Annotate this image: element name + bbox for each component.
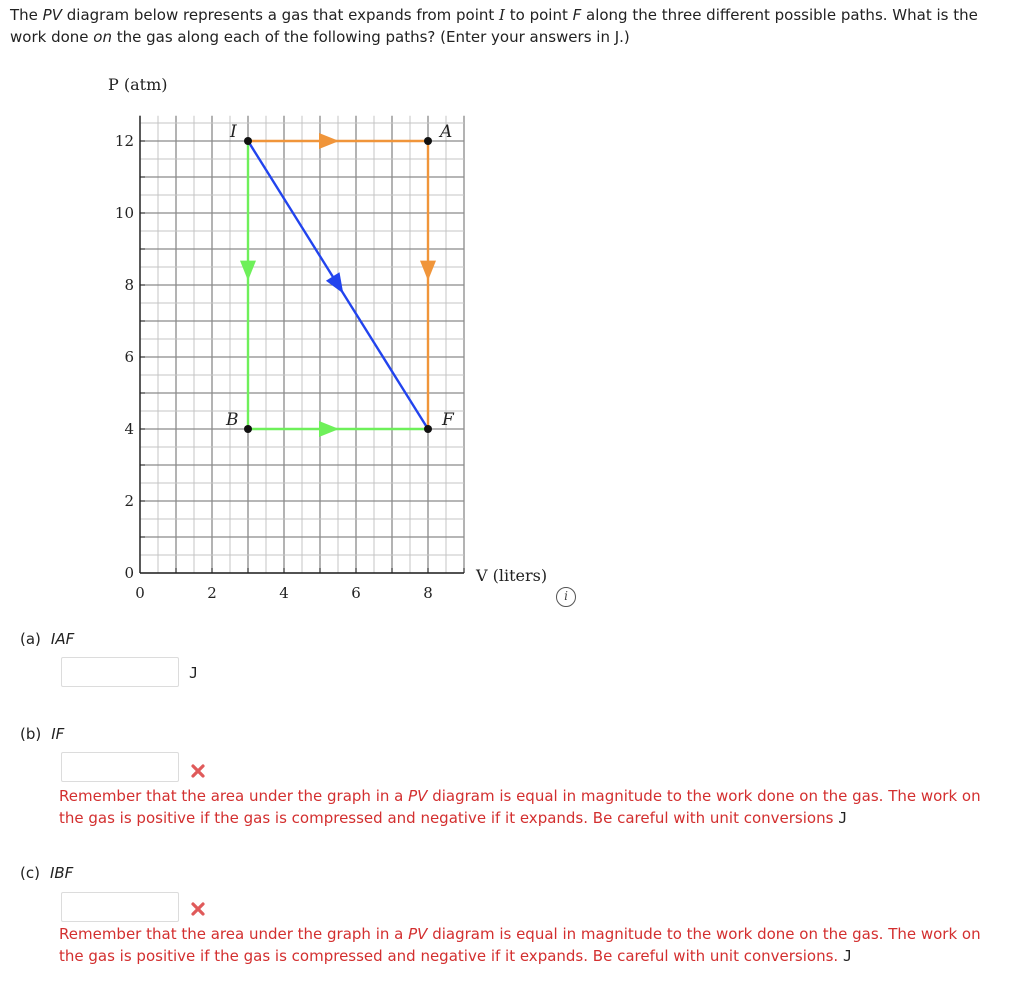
y-tick-label: 12	[114, 132, 134, 150]
point-B	[244, 425, 252, 433]
direction-arrow	[319, 133, 339, 149]
x-tick-label: 8	[423, 584, 433, 602]
x-tick-label: 0	[135, 584, 145, 602]
ibf-answer-input[interactable]	[61, 892, 179, 922]
y-tick-label: 10	[114, 204, 134, 222]
point-label-B: B	[226, 410, 239, 430]
incorrect-x-icon	[190, 763, 206, 779]
point-label-F: F	[442, 410, 454, 430]
question-text: The PV diagram below represents a gas that expands from point I to point F along the three different possible paths. What is the work done on the gas along each of the following paths? (Enter your answers in J.)	[10, 6, 978, 46]
y-tick-label: 4	[124, 420, 134, 438]
ibf-feedback: Remember that the area under the graph in a PV diagram is equal in magnitude to the work done on the gas. The work on the gas is positive if the gas is compressed and negative if it expands. Be careful with unit conversions. J	[59, 925, 981, 965]
direction-arrow	[420, 261, 436, 281]
x-tick-label: 4	[279, 584, 289, 602]
grid	[140, 116, 464, 573]
x-axis-label: V (liters)	[476, 566, 548, 585]
point-label-A: A	[440, 122, 453, 142]
point-F	[424, 425, 432, 433]
x-tick-label: 6	[351, 584, 361, 602]
y-tick-label: 2	[124, 492, 134, 510]
if-answer-input[interactable]	[61, 752, 179, 782]
iaf-unit: J	[189, 664, 199, 682]
tick-labels	[115, 132, 433, 602]
part-c-label: (c) IBF	[20, 864, 74, 882]
iaf-answer-input[interactable]	[61, 657, 179, 687]
direction-arrow	[240, 261, 256, 281]
if-feedback: Remember that the area under the graph in a PV diagram is equal in magnitude to the work done on the gas. The work on the gas is positive if the gas is compressed and negative if it expands. Be careful with unit conversions J	[59, 787, 981, 827]
part-a-label: (a) IAF	[20, 630, 75, 648]
info-icon[interactable]: i	[556, 587, 576, 607]
point-A	[424, 137, 432, 145]
part-b-label: (b) IF	[20, 725, 65, 743]
point-I	[244, 137, 252, 145]
pv-diagram	[0, 0, 620, 620]
y-tick-label: 6	[124, 348, 134, 366]
incorrect-x-icon	[190, 901, 206, 917]
direction-arrow	[326, 272, 343, 293]
y-tick-label: 8	[124, 276, 134, 294]
direction-arrow	[319, 421, 339, 437]
point-label-I: I	[230, 122, 237, 142]
y-axis-label: P (atm)	[108, 75, 168, 94]
x-tick-label: 2	[207, 584, 217, 602]
y-tick-label: 0	[124, 564, 134, 582]
